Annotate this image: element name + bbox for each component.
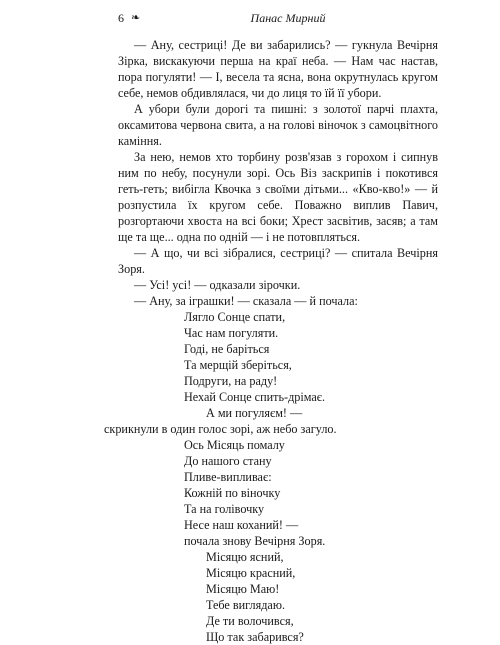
- verse-line: Ось Місяць помалу: [184, 438, 285, 452]
- verse-line: Тебе виглядаю.: [206, 598, 285, 612]
- narration-line: скрикнули в один голос зорі, аж небо загуло.: [104, 422, 337, 436]
- verse-line: Кожній по віночку: [184, 486, 281, 500]
- verse-line: Нехай Сонце спить-дрімає.: [184, 390, 326, 404]
- verse-line: Подруги, на раду!: [184, 374, 278, 388]
- verse-line: Та мерщій зберіться,: [184, 358, 292, 372]
- paragraph: — Ану, сестриці! Де ви забарились? — гукнула Вечірня Зірка, вискакуючи перша на краї неба. — Нам час настав, пора погуляти! — І, весела та ясна, вона окрутнулась кругом себе, немов обдивлялася, чи до лиця то їй її убори.: [118, 38, 438, 100]
- body-text: [104, 37, 438, 645]
- verse-line: Годі, не баріться: [184, 342, 270, 356]
- verse-line: Де ти волочився,: [206, 614, 294, 628]
- fleuron-ornament-icon: ❧: [131, 12, 141, 24]
- verse-line: Місяцю ясний,: [206, 550, 284, 564]
- verse-line: Що так забарився?: [206, 630, 304, 644]
- verse-line: Місяцю красний,: [206, 566, 296, 580]
- verse-line: Лягло Сонце спати,: [184, 310, 286, 324]
- verse-line: А ми погуляєм! —: [206, 406, 303, 420]
- dialogue-line: — А що, чи всі зібралися, сестриці? — спитала Вечірня Зоря.: [118, 246, 438, 276]
- dialogue-line: — Усі! усі! — одказали зірочки.: [134, 278, 301, 292]
- verse-line: До нашого стану: [184, 454, 272, 468]
- verse-line: Пливе-випливає:: [184, 470, 272, 484]
- dialogue-line: — Ану, за іграшки! — сказала — й почала:: [134, 294, 358, 308]
- paragraph: За нею, немов хто торбину розв'язав з горохом і сипнув ним по небу, посунули зорі. Ось Віз заскрипів і покотився геть-геть; вибігла Квочка з своїми дітьми... «Кво-кво!» — й розпустила їх кругом себе. Поважно виплив Павич, розгортаючи хвоста на всі боки; Хрест засвітив, засяв; а там ще та ще... одна по одній — і не потовпляться.: [118, 150, 438, 244]
- verse-line: Місяцю Маю!: [206, 582, 280, 596]
- page-number: 6: [118, 11, 124, 25]
- verse-line: Та на голівочку: [184, 502, 265, 516]
- running-title: Панас Мирний: [250, 11, 326, 25]
- verse-line: Час нам погуляти.: [184, 326, 279, 340]
- narration-line: почала знову Вечірня Зоря.: [184, 534, 326, 548]
- verse-line: Несе наш коханий! —: [184, 518, 299, 532]
- paragraph: А убори були дорогі та пишні: з золотої парчі плахта, оксамитова червона свита, а на голові віночок з самоцвітного каміння.: [118, 102, 438, 148]
- page-header: [118, 9, 458, 27]
